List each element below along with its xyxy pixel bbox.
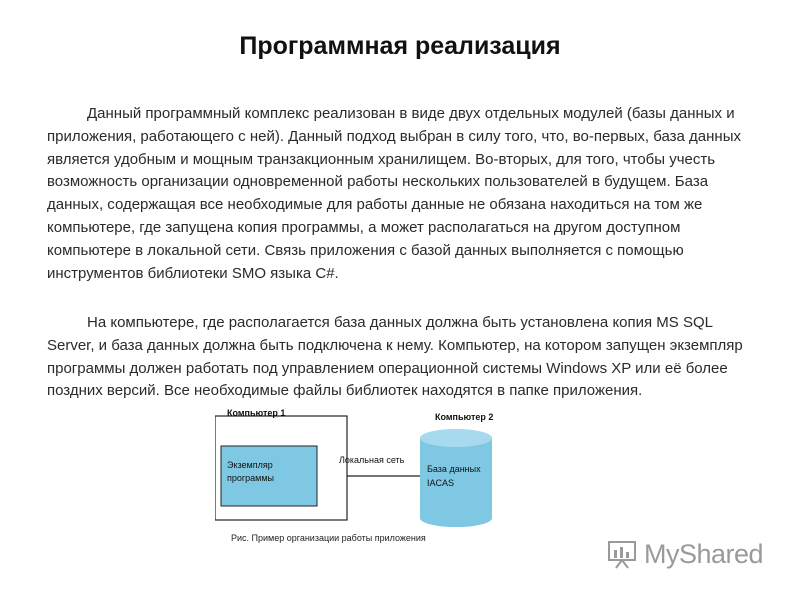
program-instance-line2: программы — [227, 473, 275, 483]
computer2-label: Компьютер 2 — [435, 412, 494, 422]
program-instance-line1: Экземпляр — [227, 460, 273, 470]
database-line1: База данных — [427, 464, 481, 474]
presentation-chart-icon — [606, 537, 640, 571]
database-line2: IACAS — [427, 478, 455, 488]
slide-title: Программная реализация — [239, 32, 561, 60]
watermark — [606, 534, 763, 574]
architecture-diagram — [215, 400, 515, 540]
network-label: Локальная сеть — [339, 455, 405, 465]
figure-caption: Рис. Пример организации работы приложения — [231, 533, 426, 543]
computer1-label: Компьютер 1 — [227, 408, 286, 418]
paragraph-requirements: На компьютере, где располагается база данных должна быть установлена копия MS SQL Server, и база данных должна быть подключена к нему. Компьютер, на котором запущен экземпляр программы должен работать под управлением операционной системы Windows XP или её более поздних версий. Все необходимые файлы библиотек находятся в папке приложения. — [47, 314, 743, 400]
paragraph-modules: Данный программный комплекс реализован в виде двух отдельных модулей (базы данных и приложения, работающего с ней). Данный подход выбран в силу того, что, во-первых, база данных является удобным и мощным транзакционным хранилищем. Во-вторых, для того, чтобы учесть возможность организации одновременной работы нескольких пользователей в будущем. База данных, содержащая все необходимые для работы данные не обязана находиться на том же компьютере, где запущена копия программы, а может располагаться на другом доступном компьютере в локальной сети. Связь приложения с базой данных выполняется с помощью инструментов библиотеки SMO языка C#. — [47, 105, 741, 282]
watermark-text: MyShared — [644, 538, 764, 569]
